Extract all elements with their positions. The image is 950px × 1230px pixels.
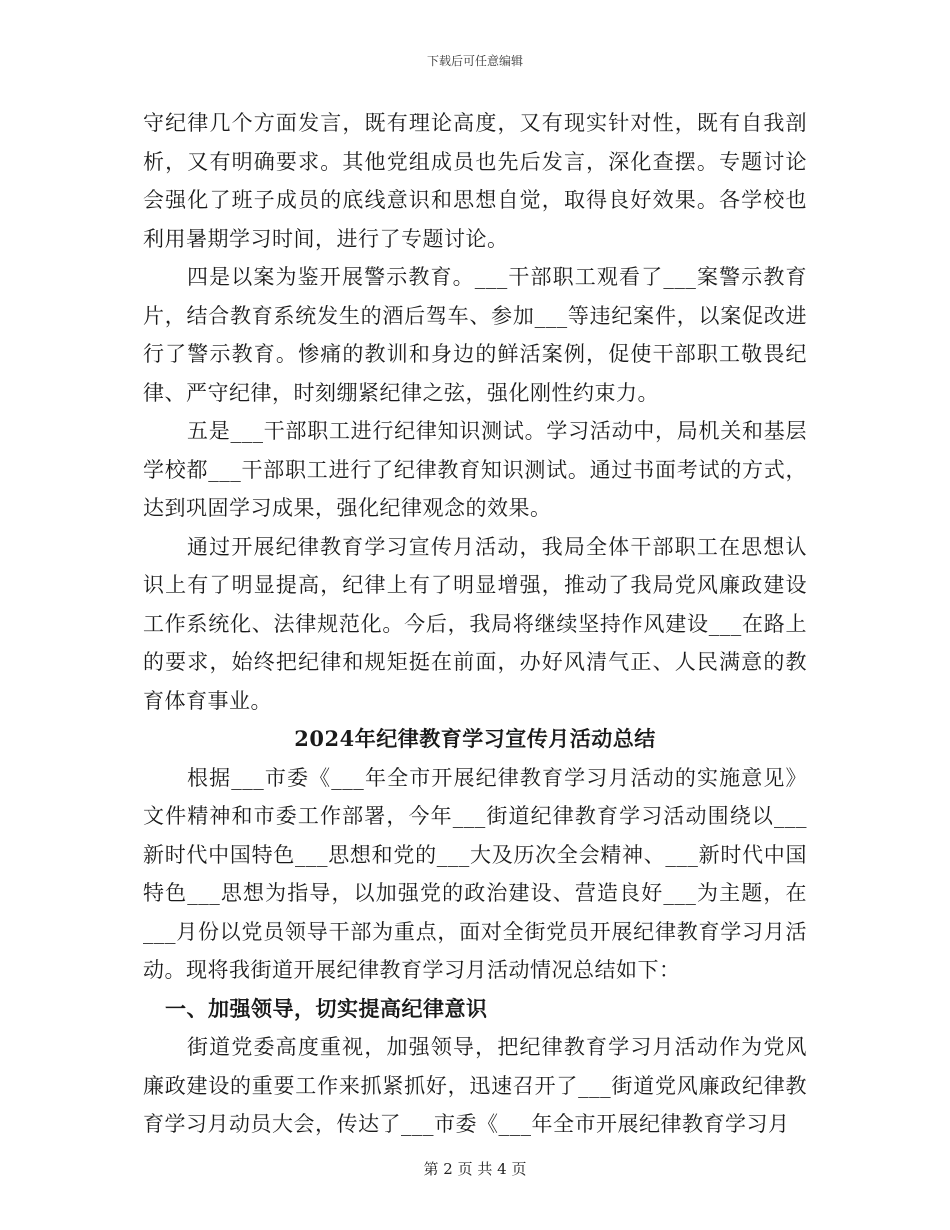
paragraph-intro: 根据___市委《___年全市开展纪律教育学习月活动的实施意见》文件精神和市委工作部署，今年___街道纪律教育学习活动围绕以___新时代中国特色___思想和党的___大及历次全会精神、___新时代中国特色___思想为指导，以加强党的政治建设、营造良好___为主题，在___月份以党员领导干部为重点，面对全街党员开展纪律教育学习月活动。现将我街道开展纪律教育学习月活动情况总结如下： [143,765,807,982]
page-header: 下载后可任意编辑 [426,54,523,68]
page-footer: 第 2 页 共 4 页 [423,1160,527,1178]
subheading-one: 一、加强领导，切实提高纪律意识 [165,995,488,1021]
document-body [143,104,807,1144]
paragraph-item-four: 四是以案为鉴开展警示教育。___干部职工观看了___案警示教育片，结合教育系统发生的酒后驾车、参加___等违纪案件，以案促改进行了警示教育。惨痛的教训和身边的鲜活案例，促使干部职工敬畏纪律、严守纪律，时刻绷紧纪律之弦，强化刚性约束力。 [143,265,807,405]
paragraph-conclusion: 通过开展纪律教育学习宣传月活动，我局全体干部职工在思想认识上有了明显提高，纪律上有了明显增强，推动了我局党风廉政建设工作系统化、法律规范化。今后，我局将继续坚持作风建设___在路上的要求，始终把纪律和规矩挺在前面，办好风清气正、人民满意的教育体育事业。 [143,534,807,713]
paragraph-leadership: 街道党委高度重视，加强领导，把纪律教育学习月活动作为党风廉政建设的重要工作来抓紧抓好，迅速召开了___街道党风廉政纪律教育学习月动员大会，传达了___市委《___年全市开展纪律教育学习月 [143,1035,807,1136]
paragraph-continuation: 守纪律几个方面发言，既有理论高度，又有现实针对性，既有自我剖析，又有明确要求。其他党组成员也先后发言，深化查摆。专题讨论会强化了班子成员的底线意识和思想自觉，取得良好效果。各学校也利用暑期学习时间，进行了专题讨论。 [143,111,807,251]
paragraph-item-five: 五是___干部职工进行纪律知识测试。学习活动中，局机关和基层学校都___干部职工进行了纪律教育知识测试。通过书面考试的方式，达到巩固学习成果，强化纪律观念的效果。 [143,419,807,520]
section-title: 2024年纪律教育学习宣传月活动总结 [294,726,656,751]
